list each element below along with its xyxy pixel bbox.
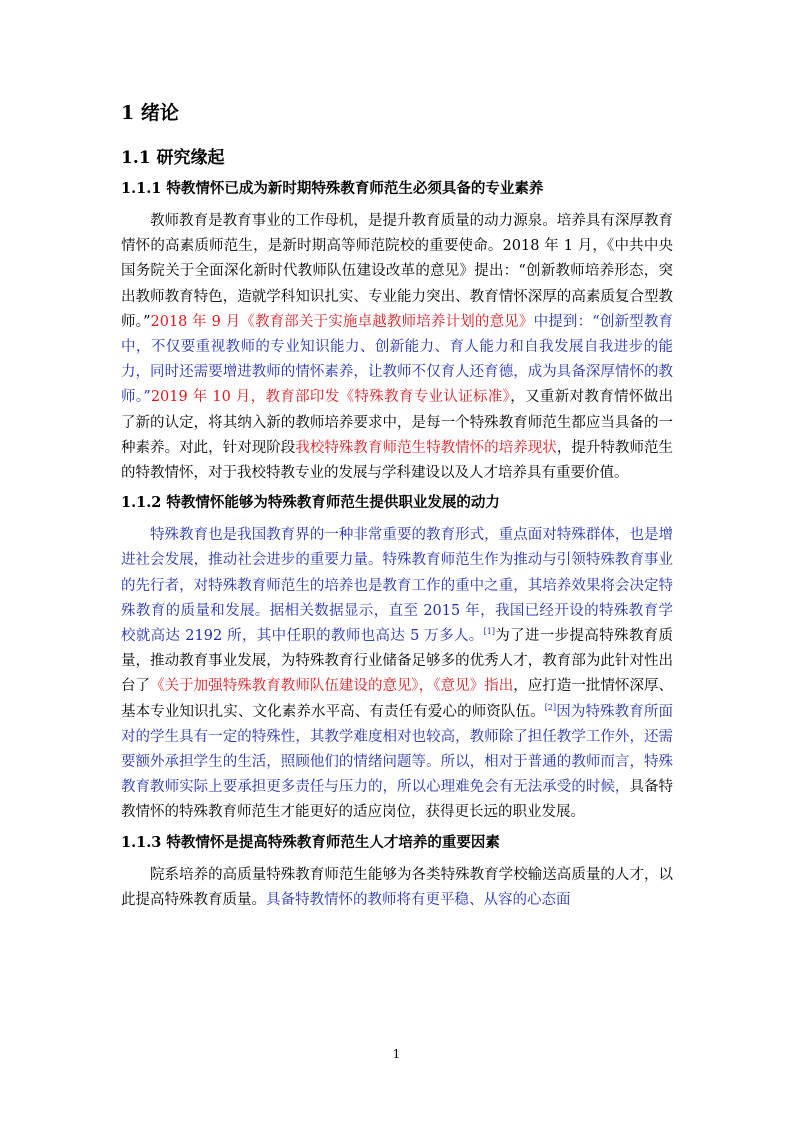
text-segment: ，提升特教师范生的特教情怀，对于我校特教专业的发展与学科建设以及人才培养具有重要价值。 — [121, 439, 674, 482]
chapter-title: 1 绪论 — [121, 102, 179, 124]
text-segment-highlight: 2019 年 10 月，教育部印发《特殊教育专业认证标准》 — [150, 389, 511, 406]
text-segment: ，又重新对教育情怀做出了新的认定，将其纳入新的教师培养要求中，是每一个特殊教育师范生都应当具备的一种素养。对此，针对现阶段 — [121, 389, 674, 456]
text-segment-highlight: 我校特殊教育师范生特教情怀的培养现状 — [295, 439, 557, 456]
text-segment: 院系培养的高质量特殊教育师范生能够为各类特殊教育学校输送高质量的人才，以此提高特殊教育质量。 — [121, 866, 673, 908]
page-content — [121, 100, 673, 919]
citation-2: [2] — [544, 702, 557, 712]
paragraph-1-1-1 — [121, 209, 673, 486]
text-segment: 为了进一步提高特殊教育质量，推动教育事业发展，为特殊教育行业储备足够多的优秀人才，教育部为此针对性出台了 — [121, 628, 673, 695]
text-segment-revised: 中提到：“创新型教育中，不仅要重视教师的专业知识能力、创新能力、育人能力和自我发展自我进步的能力，同时还需要增进教师的情怀素养，让教师不仅育人还育德，成为具备深厚情怀的教师。” — [121, 313, 673, 406]
text-segment-highlight: 《关于加强特殊教育教师队伍建设的意见》，《意见》指出 — [150, 678, 514, 695]
subsection-title-1-1-2: 1.1.2 特教情怀能够为特殊教育师范生提供职业发展的动力 — [121, 494, 500, 512]
citation-1: [1] — [483, 627, 495, 637]
text-segment-revised: 因为特殊教育所面对的学生具有一定的特殊性，其教学难度相对也较高，教师除了担任教学工作外，还需要额外承担学生的生活，照顾他们的情绪问题等。所以，相对于普通的教师而言，特殊教育教师实际上要承担更多责任与压力的，所以心理难免会有无法承受的时候， — [121, 703, 674, 796]
text-segment-revised: 具备特教情怀的教师将有更平稳、从容的心态面 — [266, 891, 571, 908]
page-number: 1 — [392, 1047, 401, 1061]
section-title: 1.1 研究缘起 — [121, 148, 225, 168]
text-segment: 教师教育是教育事业的工作母机，是提升教育质量的动力源泉。培养具有深厚教育情怀的高素质师范生，是新时期高等师范院校的重要使命。2018 年 1 月，《中共中央国务院关于全面深化新时代教师队伍建设改革的意见》提出：“创新教师培养形态，突出教师教育特色，造就学科知识扎实、专业能力突出、教育情怀深厚的高素质复合型教师。” — [121, 213, 673, 330]
subsection-title-1-1-3: 1.1.3 特教情怀是提高特殊教育师范生人才培养的重要因素 — [121, 833, 500, 851]
paragraph-1-1-2 — [121, 523, 673, 825]
paragraph-1-1-3 — [121, 863, 673, 913]
subsection-title-1-1-1: 1.1.1 特教情怀已成为新时期特殊教育师范生必须具备的专业素养 — [121, 180, 544, 197]
text-segment: 具备特教情怀的特殊教育师范生才能更好的适应岗位，获得更长远的职业发展。 — [121, 779, 674, 821]
text-segment-highlight: 2018 年 9 月《教育部关于实施卓越教师培养计划的意见》 — [150, 313, 534, 330]
text-segment: ，应打造一批情怀深厚、基本专业知识扎实、文化素养水平高、有责任有爱心的师资队伍。 — [121, 678, 674, 720]
text-segment-revised: 特殊教育也是我国教育界的一种非常重要的教育形式，重点面对特殊群体，也是增进社会发展，推动社会进步的重要力量。特殊教育师范生作为推动与引领特殊教育事业的先行者，对特殊教育师范生的培养也是教育工作的重中之重，其培养效果将会决定特殊教育的质量和发展。据相关数据显示，直至 2015 年，我国已经开设的特殊教育学校就高达 2192 所，其中任职的教师也高达 5 万多人。 — [121, 527, 673, 645]
